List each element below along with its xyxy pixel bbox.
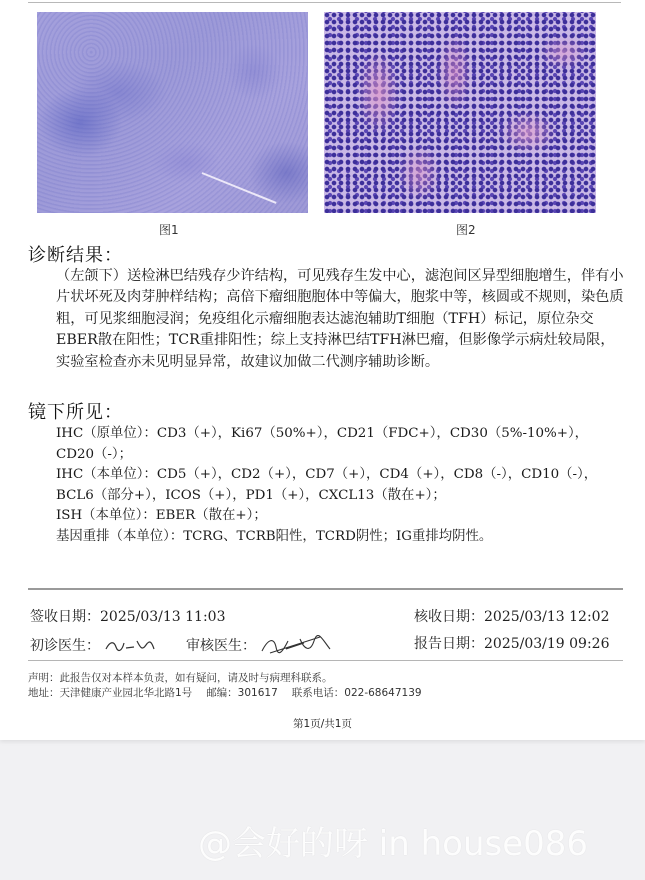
- micrograph-high-power: [324, 12, 596, 213]
- disclaimer: 声明：此报告仅对本样本负责，如有疑问，请及时与病理科联系。: [28, 672, 333, 684]
- report-value: 2025/03/19 09:26: [484, 636, 610, 652]
- top-divider: [28, 2, 621, 3]
- microscopy-heading: 镜下所见：: [28, 402, 123, 423]
- ihc-internal-line: IHC（本单位）：CD5（+），CD2（+），CD7（+），CD4（+），CD8（-），CD10（-），BCL6（部分+），ICOS（+），PD1（+），CXCL13（散在+）；: [56, 467, 598, 503]
- micrograph-low-power: [37, 12, 308, 213]
- signature-2: [260, 635, 332, 657]
- diagnosis-heading: 诊断结果：: [28, 245, 123, 266]
- gene-rearrangement-line: 基因重排（本单位）：TCRG、TCRB阳性，TCRD阴性；IG重排均阴性。: [56, 528, 493, 544]
- received-value: 2025/03/13 11:03: [100, 609, 226, 625]
- checked-date: [414, 606, 610, 626]
- microscopy-findings: [56, 424, 626, 548]
- received-date: [30, 606, 226, 626]
- tissue-crack: [202, 172, 277, 204]
- address: 地址：天津健康产业园北华北路1号: [28, 687, 193, 699]
- ish-line: ISH（本单位）：EBER（散在+）；: [56, 508, 267, 524]
- initial-doctor: [30, 635, 156, 655]
- reviewing-doctor-label: 审核医生：: [186, 638, 256, 654]
- figure2-caption: 图2: [456, 223, 476, 237]
- figure1-caption: 图1: [159, 223, 179, 237]
- diagnosis-text: （左颌下）送检淋巴结残存少许结构，可见残存生发中心，滤泡间区异型细胞增生，伴有小片状坏死及肉芽肿样结构；高倍下瘤细胞胞体中等偏大，胞浆中等，核圆或不规则，染色质粗，可见浆细胞浸润；免疫组化示瘤细胞表达滤泡辅助T细胞（TFH）标记，原位杂交EBER散在阳性；TCR重排阳性；综上支持淋巴结TFH淋巴瘤，但影像学示病灶较局限，实验室检查亦未见明显异常，故建议加做二代测序辅助诊断。: [56, 268, 624, 370]
- signature-1: [104, 637, 156, 655]
- report-date: [414, 633, 610, 653]
- footer-divider: [28, 660, 623, 661]
- postcode: 邮编：301617: [206, 687, 278, 699]
- received-label: 签收日期：: [30, 609, 100, 625]
- report-label: 报告日期：: [414, 636, 484, 652]
- initial-doctor-label: 初诊医生：: [30, 638, 100, 654]
- section-divider: [28, 588, 623, 590]
- reviewing-doctor: [186, 635, 332, 657]
- checked-value: 2025/03/13 12:02: [484, 609, 610, 625]
- ihc-external-line: IHC（原单位）：CD3（+），Ki67（50%+），CD21（FDC+），CD30（5%-10%+），CD20（-）；: [56, 426, 589, 462]
- contact-info: [28, 685, 436, 700]
- page-number: 第1页/共1页: [293, 718, 352, 730]
- watermark: @会好的呀 in house086: [198, 824, 589, 864]
- checked-label: 核收日期：: [414, 609, 484, 625]
- phone: 联系电话：022-68647139: [291, 687, 422, 699]
